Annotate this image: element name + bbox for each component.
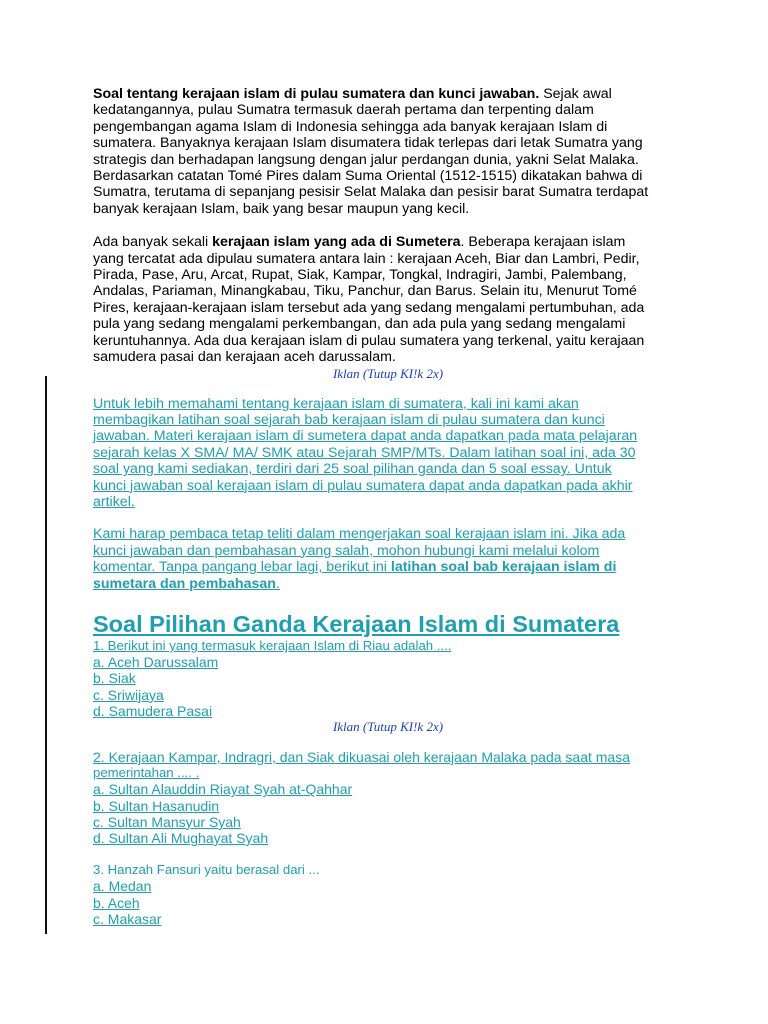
intro-line: banyak kerajaan Islam, baik yang besar maupun yang kecil. — [93, 200, 470, 217]
question-3 — [93, 862, 683, 927]
question-text[interactable]: pemerintahan .... . — [93, 765, 200, 781]
notice-paragraph[interactable] — [93, 526, 683, 592]
option[interactable]: c. Makasar — [93, 910, 162, 927]
para3-line[interactable]: jawaban. Materi kerajaan islam di sumetera dapat anda dapatkan pada mata pelajaran — [93, 428, 638, 445]
para2-line: Andalas, Pariaman, Minangkabau, Tiku, Panchur, dan Barus. Selain itu, Menurut Tomé — [93, 283, 637, 300]
para3-line[interactable]: kunci jawaban soal kerajaan islam di pulau sumatera dapat anda dapatkan pada akhir — [93, 477, 633, 494]
article — [93, 86, 683, 927]
para3-line[interactable]: membagikan latihan soal sejarah bab kerajaan islam di pulau sumatera dan kunci — [93, 411, 605, 428]
intro-line: pengembangan agama Islam di Indonesia sehingga ada banyak kerajaan Islam di — [93, 118, 608, 135]
intro-line: Sejak awal — [539, 86, 612, 102]
para2-after: . Beberapa kerajaan islam — [460, 234, 626, 251]
para2-line: pula yang sedang mengalami perkembangan, dan ada pula yang sedang mengalami — [93, 316, 626, 333]
para3-line[interactable]: soal yang kami sediakan, terdiri dari 25 soal pilihan ganda dan 5 soal essay. Untuk — [93, 461, 612, 478]
para4-line4-tail[interactable]: . — [275, 575, 280, 592]
option[interactable]: b. Aceh — [93, 894, 140, 911]
intro-line: Sumatra, terutama di sepanjang pesisir Selat Malaka dan pesisir barat Sumatra terdapat — [93, 184, 649, 201]
option[interactable]: c. Sultan Mansyur Syah — [93, 813, 241, 830]
kingdoms-paragraph — [93, 234, 683, 365]
para3-line[interactable]: Untuk lebih memahami tentang kerajaan islam di sumatera, kali ini kami akan — [93, 395, 579, 412]
option[interactable]: d. Sultan Ali Mughayat Syah — [93, 830, 269, 846]
ad-label[interactable]: Iklan (Tutup KI!k 2x) — [332, 718, 444, 734]
para2-line: Pires, kerajaan-kerajaan islam tersebut ada yang sedang mengalami pertumbuhan, ada — [93, 299, 645, 316]
para4-line[interactable]: Kami harap pembaca tetap teliti dalam mengerjakan soal kerajaan islam ini. Jika ada — [93, 526, 626, 543]
option[interactable]: a. Sultan Alauddin Riayat Syah at-Qahhar — [93, 781, 353, 798]
para2-line: Pirada, Pase, Aru, Arcat, Rupat, Siak, Kampar, Tongkal, Indragiri, Jambi, Palembang, — [93, 267, 627, 284]
para2-line: samudera pasai dan kerajaan aceh darussalam. — [93, 349, 396, 366]
question-text[interactable]: 2. Kerajaan Kampar, Indragri, dan Siak dikuasai oleh kerajaan Malaka pada saat masa — [93, 748, 630, 765]
option[interactable]: b. Siak — [93, 670, 136, 687]
intro-paragraph — [93, 86, 683, 217]
intro-link-paragraph[interactable] — [93, 396, 683, 511]
intro-line: strategis dan berhadapan langsung dengan jalur perdangan dunia, yakni Selat Malaka. — [93, 151, 639, 168]
question-text[interactable]: 1. Berikut ini yang termasuk kerajaan Islam di Riau adalah .... — [93, 637, 452, 653]
question-1 — [93, 638, 683, 719]
para4-line3-lead[interactable]: komentar. Tanpa pangang lebar lagi, berikut ini — [93, 559, 391, 576]
para3-line[interactable]: sejarah kelas X SMA/ MA/ SMK atau Sejarah SMP/MTs. Dalam latihan soal ini, ada 30 — [93, 444, 636, 461]
para2-bold: kerajaan islam yang ada di Sumetera — [212, 234, 461, 251]
option[interactable]: d. Samudera Pasai — [93, 702, 213, 719]
intro-line: kedatangannya, pulau Sumatra termasuk daerah pertama dan terpenting dalam — [93, 102, 594, 119]
question-text: 3. Hanzah Fansuri yaitu berasal dari ... — [93, 862, 320, 878]
intro-title: Soal tentang kerajaan islam di pulau sumatera dan kunci jawaban. — [93, 86, 540, 102]
ad-label[interactable]: Iklan (Tutup KI!k 2x) — [332, 365, 444, 381]
section-heading[interactable]: Soal Pilihan Ganda Kerajaan Islam di Sumatera — [93, 610, 620, 637]
option[interactable]: c. Sriwijaya — [93, 686, 164, 703]
para4-line[interactable]: kunci jawaban dan pembahasan yang salah, mohon hubungi kami melalui kolom — [93, 542, 600, 559]
para4-line3-bold[interactable]: latihan soal bab kerajaan islam di — [390, 559, 617, 576]
option[interactable]: b. Sultan Hasanudin — [93, 797, 220, 814]
para2-line: keruntuhannya. Ada dua kerajaan islam di pulau sumatera yang terkenal, yaitu kerajaan — [93, 332, 645, 349]
para2-line: yang tercatat ada dipulau sumatera antara lain : kerajaan Aceh, Biar dan Lambri, Pedir, — [93, 250, 640, 267]
question-2 — [93, 749, 683, 846]
option[interactable]: a. Aceh Darussalam — [93, 654, 219, 671]
intro-line: sumatera. Banyaknya kerajaan Islam disumatera tidak terlepas dari letak Sumatra yang — [93, 135, 643, 152]
margin-bar — [45, 376, 47, 934]
para2-lead: Ada banyak sekali — [93, 234, 213, 251]
option[interactable]: a. Medan — [93, 878, 152, 895]
para3-line[interactable]: artikel. — [93, 493, 135, 510]
para4-line4-bold[interactable]: sumetara dan pembahasan — [93, 575, 276, 592]
intro-line: Berdasarkan catatan Tomé Pires dalam Suma Oriental (1512-1515) dikatakan bahwa di — [93, 168, 643, 185]
